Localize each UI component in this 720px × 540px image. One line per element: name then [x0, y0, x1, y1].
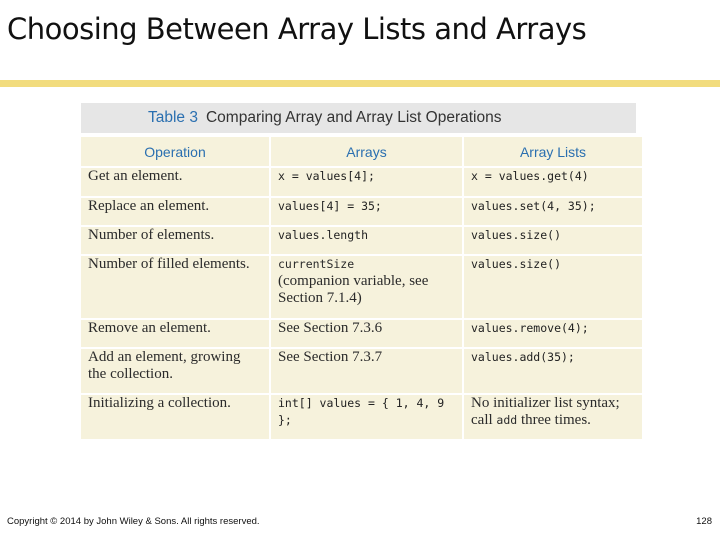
array-lists-cell: values.size() [464, 256, 642, 318]
copyright-notice: Copyright © 2014 by John Wiley & Sons. All rights reserved. [7, 516, 260, 527]
array-lists-cell: values.add(35); [464, 349, 642, 393]
table-row [81, 320, 642, 347]
arrays-cell: See Section 7.3.7 [271, 349, 462, 393]
array-lists-cell: values.size() [464, 227, 642, 254]
operation-cell: Add an element, growing the collection. [81, 349, 269, 393]
array-lists-code: add [496, 413, 518, 427]
slide-title: Choosing Between Array Lists and Arrays [7, 12, 587, 46]
operation-cell: Get an element. [81, 168, 269, 196]
array-lists-cell: values.remove(4); [464, 320, 642, 347]
array-lists-text-post: three times. [517, 412, 591, 428]
arrays-cell: See Section 7.3.6 [271, 320, 462, 347]
arrays-note: (companion variable, see Section 7.1.4) [278, 273, 429, 306]
arrays-cell: values.length [271, 227, 462, 254]
table-row [81, 349, 642, 393]
arrays-cell: int[] values = { 1, 4, 9 }; [271, 395, 462, 439]
array-lists-cell: values.set(4, 35); [464, 198, 642, 225]
operation-cell: Initializing a collection. [81, 395, 269, 439]
comparison-table [79, 135, 644, 441]
header-operation: Operation [81, 137, 269, 166]
header-arrays: Arrays [271, 137, 462, 166]
title-divider [0, 80, 720, 87]
array-lists-cell: x = values.get(4) [464, 168, 642, 196]
arrays-cell [271, 256, 462, 318]
table-row [81, 256, 642, 318]
operation-cell: Number of filled elements. [81, 256, 269, 318]
table-header-row [81, 137, 642, 166]
array-lists-cell [464, 395, 642, 439]
table-row [81, 395, 642, 439]
arrays-cell: values[4] = 35; [271, 198, 462, 225]
operation-cell: Replace an element. [81, 198, 269, 225]
table-row [81, 168, 642, 196]
table-row [81, 198, 642, 225]
operation-cell: Remove an element. [81, 320, 269, 347]
operation-cell: Number of elements. [81, 227, 269, 254]
arrays-code: currentSize [278, 257, 355, 271]
table-caption [81, 103, 636, 133]
arrays-cell: x = values[4]; [271, 168, 462, 196]
comparison-table-figure [81, 103, 636, 438]
array-lists-text-pre: No initializer list syntax; call [471, 395, 620, 428]
table-caption-text: Comparing Array and Array List Operations [205, 109, 502, 126]
table-row [81, 227, 642, 254]
header-array-lists: Array Lists [464, 137, 642, 166]
page-number: 128 [696, 516, 712, 527]
table-number: Table 3 [148, 109, 198, 126]
